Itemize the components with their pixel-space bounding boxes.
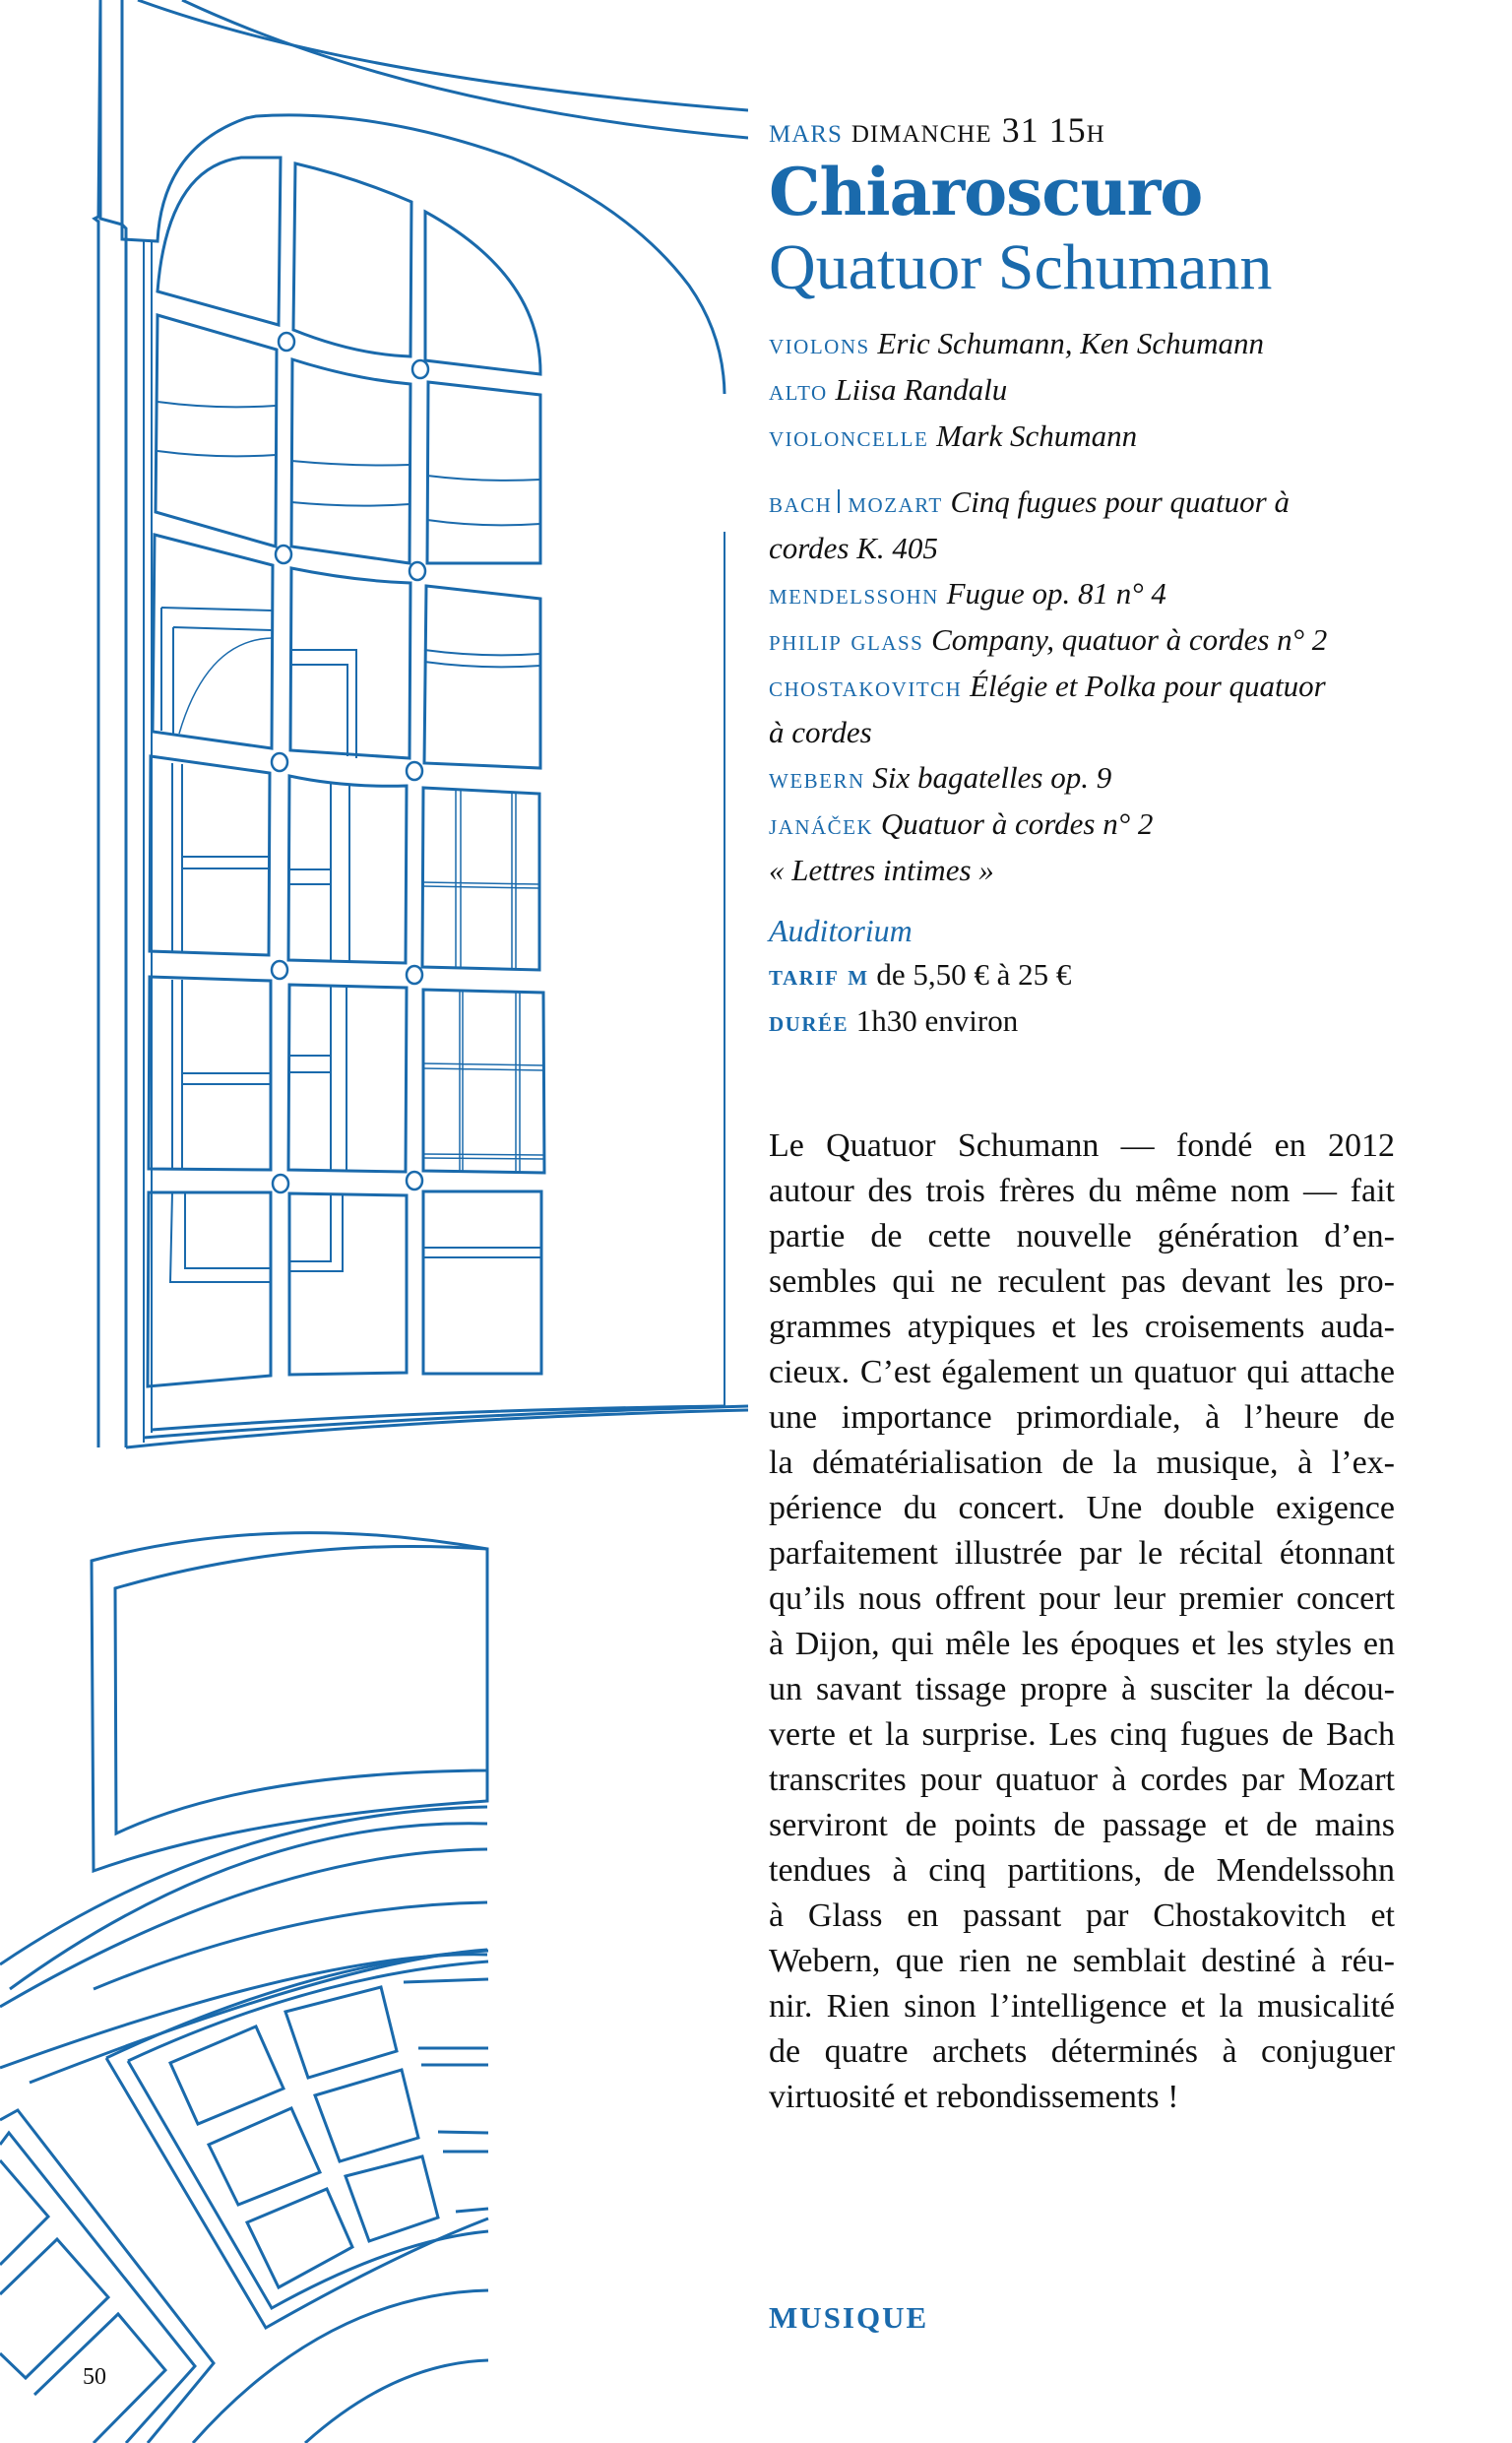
body-line: grammes atypiques et les croisements auda-: [769, 1309, 1395, 1345]
body-line: cieux. C’est également un quatuor qui attache: [769, 1354, 1395, 1390]
top-arc-2: [182, 0, 748, 138]
work-title: Élégie et Polka pour quatuor: [970, 669, 1326, 703]
body-line: Le Quatuor Schumann — fondé en 2012: [769, 1127, 1395, 1164]
body-line: sembles qui ne reculent pas devant les pro-: [769, 1263, 1395, 1300]
composer: mendelssohn: [769, 578, 939, 611]
panel-detail: [289, 783, 349, 962]
tarif-value: de 5,50 € à 25 €: [876, 957, 1072, 992]
performer-role: violoncelle: [769, 420, 929, 453]
program-list: [769, 480, 1395, 893]
body-line: périence du concert. Une double exigence: [769, 1490, 1395, 1526]
body-line: tendues à cinq partitions, de Mendelssohn: [769, 1852, 1395, 1889]
event-column: [769, 108, 1395, 1045]
architectural-illustration: [0, 0, 748, 2443]
fan-cell: [443, 2152, 488, 2212]
panel: [293, 163, 411, 356]
body-line: qu’ils nous offrent pour leur premier concert: [769, 1580, 1395, 1617]
tarif-row: [769, 952, 1395, 998]
body-line: transcrites pour quatuor à cordes par Mozart: [769, 1762, 1395, 1798]
body-line: nir. Rien sinon l’intelligence et la musicalité: [769, 1988, 1395, 2025]
work-title: Six bagatelles op. 9: [872, 760, 1112, 795]
performer-row: [769, 367, 1395, 414]
body-line: la dématérialisation de la musique, à l’ex-: [769, 1445, 1395, 1481]
panel-detail: [179, 638, 272, 734]
section-label: MUSIQUE: [769, 2300, 929, 2335]
fan-cell: [170, 2026, 284, 2124]
panel-detail: [289, 986, 346, 1171]
program-item-continued: [769, 710, 1395, 755]
diag-inner: [0, 2133, 195, 2443]
event-title: Chiaroscuro: [769, 154, 1203, 230]
body-line: un savant tissage propre à susciter la décou-: [769, 1671, 1395, 1707]
panel-line: [158, 451, 276, 456]
panel-line: [291, 461, 410, 466]
work-title: Quatuor à cordes n° 2: [880, 806, 1154, 841]
work-title: Fugue op. 81 n° 4: [946, 576, 1166, 611]
performers-list: [769, 321, 1395, 460]
panel: [425, 212, 540, 374]
work-title: à cordes: [769, 715, 872, 749]
panel: [153, 535, 273, 748]
venue: Auditorium: [769, 913, 913, 948]
body-line: verte et la surprise. Les cinq fugues de Bach: [769, 1716, 1395, 1753]
composer: chostakovitch: [769, 671, 963, 703]
panel: [423, 1191, 541, 1374]
program-item: [769, 480, 1395, 526]
program-item: [769, 802, 1395, 848]
fan-cell: [346, 2156, 438, 2241]
page-number: 50: [83, 2364, 106, 2390]
fan-cell: [209, 2108, 320, 2205]
work-title: Company, quatuor à cordes n° 2: [931, 622, 1328, 657]
panel: [148, 1192, 271, 1386]
body-line: de quatre archets déterminés à conjuguer: [769, 2033, 1395, 2070]
panel-detail: [170, 1192, 271, 1282]
fan-cell: [247, 2189, 352, 2287]
body-line: une importance primordiale, à l’heure de: [769, 1399, 1395, 1436]
body-line: virtuosité et rebondissements !: [769, 2079, 1179, 2115]
panel: [291, 359, 410, 563]
arc-bottom-2: [305, 2360, 488, 2443]
event-month: mars: [769, 110, 843, 150]
tarif-label: tarif m: [769, 959, 869, 992]
body-line: à Glass en passant par Chostakovitch et: [769, 1897, 1395, 1934]
program-item: [769, 571, 1395, 617]
panel-detail: [423, 790, 539, 969]
fan-cell: [315, 2070, 418, 2161]
composer: philip glass: [769, 624, 924, 657]
body-line: parfaitement illustrée par le récital étonnant: [769, 1535, 1395, 1572]
body-line: à Dijon, qui mêle les époques et les styles en: [769, 1626, 1395, 1662]
composer: mozart: [848, 486, 943, 519]
event-info: [769, 952, 1395, 1045]
top-arc-1: [138, 0, 748, 110]
performer-names: Mark Schumann: [936, 418, 1138, 453]
panel: [427, 382, 540, 563]
panel-detail: [291, 650, 356, 758]
performer-row: [769, 414, 1395, 460]
diag-cell: [0, 2160, 48, 2265]
body-line: Webern, que rien ne semblait destiné à réu-: [769, 1943, 1395, 1979]
panel-detail: [161, 608, 272, 734]
diag-cell: [0, 2239, 108, 2378]
panel-detail: [423, 991, 543, 1172]
performer-role: violons: [769, 328, 870, 360]
panel: [423, 990, 544, 1173]
composer: webern: [769, 762, 865, 795]
composer: janáček: [769, 808, 874, 841]
performer-names: Eric Schumann, Ken Schumann: [877, 326, 1265, 360]
program-item: [769, 617, 1395, 664]
panel: [156, 315, 277, 546]
duree-value: 1h30 environ: [855, 1003, 1019, 1038]
separator-bar: [838, 489, 840, 513]
panel-detail: [172, 980, 271, 1169]
fan-inner: [128, 1961, 488, 2308]
panel: [424, 586, 540, 768]
floorplan-drawing: [0, 0, 748, 2443]
curved-panel-inner: [115, 1546, 487, 1833]
performer-role: alto: [769, 374, 828, 407]
panel-detail: [423, 1248, 541, 1257]
body-line: autour des trois frères du même nom — fait: [769, 1173, 1395, 1209]
work-title: Cinq fugues pour quatuor à: [950, 484, 1290, 519]
program-item: [769, 664, 1395, 710]
panel-line: [158, 402, 276, 407]
panel: [158, 158, 281, 325]
frame-inner-left: [122, 0, 724, 394]
work-title: cordes K. 405: [769, 531, 938, 565]
panel-line: [291, 502, 410, 506]
composer: bach: [769, 486, 833, 519]
panel: [289, 1193, 407, 1375]
body-line: partie de cette nouvelle génération d’en-: [769, 1218, 1395, 1254]
panel: [422, 788, 539, 970]
event-date: [769, 108, 1395, 152]
fan-cell: [404, 1979, 488, 2048]
body-line: serviront de points de passage et de mains: [769, 1807, 1395, 1843]
work-title: « Lettres intimes »: [769, 853, 994, 887]
event-subtitle: Quatuor Schumann: [769, 231, 1273, 303]
frame-bottom-1: [126, 1410, 748, 1447]
event-day-time: dimanche 31 15h: [850, 110, 1105, 150]
description-body: [769, 1124, 1395, 2120]
performer-row: [769, 321, 1395, 367]
curve-4: [94, 1902, 487, 1989]
panel-detail: [172, 763, 269, 951]
panel-line: [427, 520, 540, 525]
duree-row: [769, 998, 1395, 1045]
panel: [290, 568, 410, 758]
fan-cell: [421, 2065, 488, 2133]
program-item: [769, 755, 1395, 802]
performer-names: Liisa Randalu: [835, 372, 1008, 407]
panel-detail: [424, 650, 540, 667]
fan-cell: [285, 1987, 397, 2078]
duree-label: durée: [769, 1005, 850, 1038]
panel-detail: [289, 1193, 343, 1271]
program-item-continued: [769, 526, 1395, 571]
program-item-continued: [769, 848, 1395, 893]
panel-line: [427, 476, 540, 481]
